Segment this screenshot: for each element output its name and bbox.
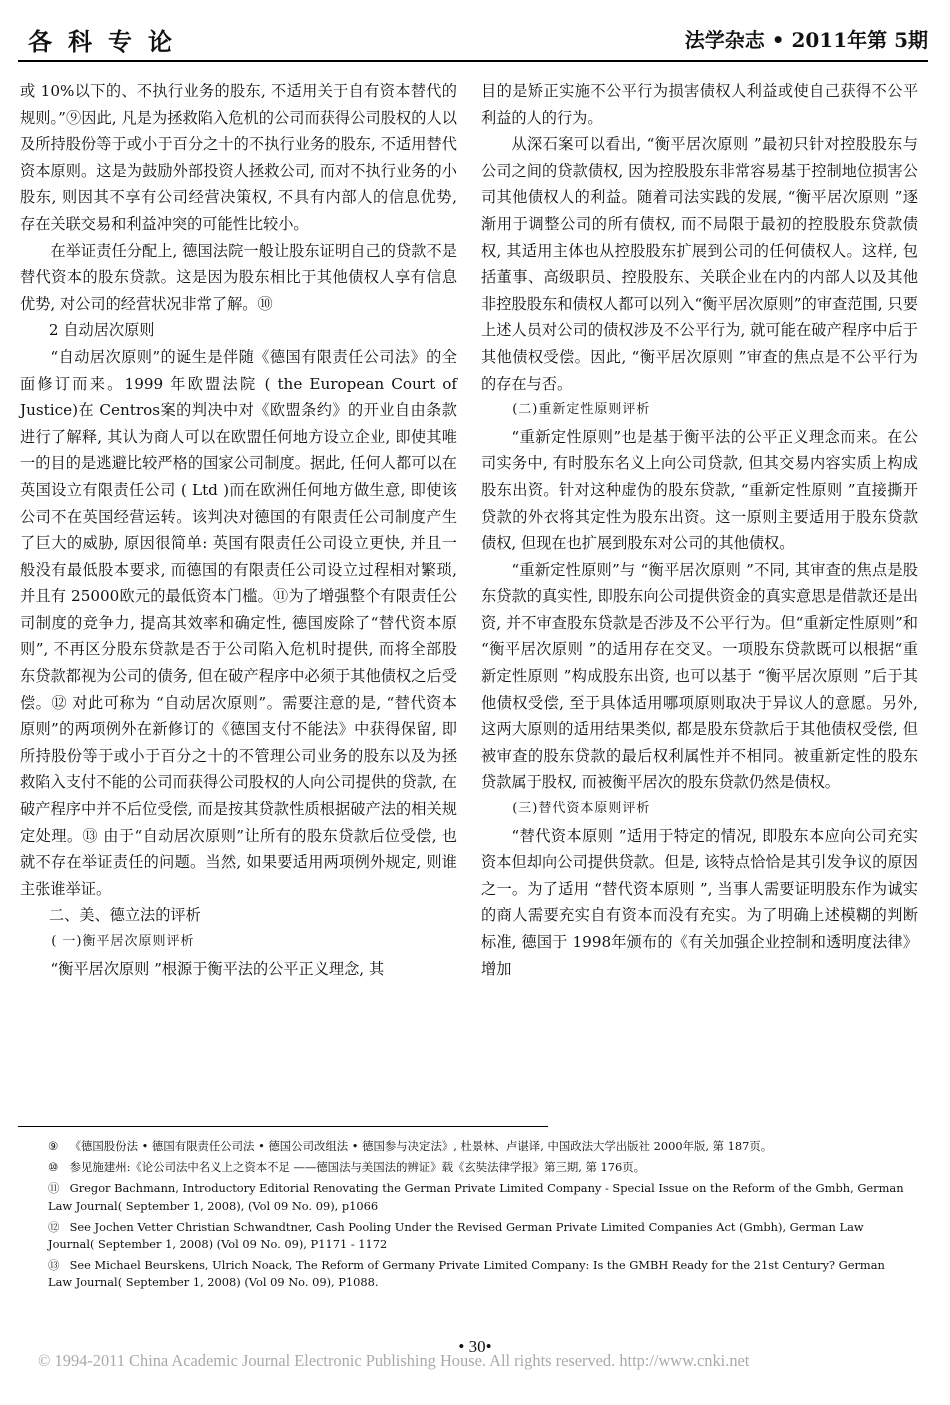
footnote-mark: ⑬	[48, 1258, 60, 1273]
paragraph: 从深石案可以看出, “衡平居次原则 ”最初只针对控股股东与公司之间的贷款债权, 因为控股股东非常容易基于控制地位损害公司其他债权人的利益。随着司法实践的发展, “衡平居次原则 ”逐渐用于调整公司的所有债权, 而不局限于最初的控股股东贷款债权, 其适用主体也从控股股东扩展到公司的任何债权人。这样, 包括董事、高级职员、控股股东、关联企业在内的内部人以及其他非控股股东和债权人都可以列入“衡平居次原则”的审查范围, 只要上述人员对公司的债权涉及不公平行为, 就可能在破产程序中后于其他债权受偿。因此, “衡平居次原则 ”审查的焦点是不公平行为的存在与否。	[481, 135, 918, 393]
footnotes	[20, 1138, 910, 1296]
footnote	[20, 1180, 910, 1214]
section-heading: 二、美、德立法的评析	[48, 906, 201, 925]
subsection-heading: ( 一)衡平居次原则评析	[51, 934, 195, 949]
paragraph: 在举证责任分配上, 德国法院一般让股东证明自己的贷款不是替代资本的股东贷款。这是因为股东相比于其他债权人享有信息优势, 对公司的经营状况非常了解。⑩	[20, 241, 457, 313]
paragraph: “自动居次原则”的诞生是伴随《德国有限责任公司法》的全面修订而来。1999 年欧盟法院 ( the European Court of Justice)在 Centros案的判决中对《欧盟条约》的开业自由条款进行了解释, 其认为商人可以在欧盟任何地方设立企业, 即使其唯一的目的是逃避比较严格的国家公司制度。据此, 任何人都可以在英国设立有限责任公司 ( Ltd )而在欧洲任何地方做生意, 即使该公司不在英国经营运转。该判决对德国的有限责任公司制度产生了巨大的威胁, 原因很简单: 英国有限责任公司设立更快, 并且一般没有最低股本要求, 而德国的有限责任公司设立过程相对繁琐, 并且有 25000欧元的最低资本门槛。⑪为了增强整个有限责任公司制度的竞争力, 提高其效率和确定性, 德国废除了“替代资本原则”, 不再区分股东贷款是否于公司陷入危机时提供, 而将全部股东贷款都视为公司的债务, 但在破产程序中必须于其他债权之后受偿。⑫ 对此可称为 “自动居次原则”。需要注意的是, “替代资本原则”的两项例外在新修订的《德国支付不能法》中获得保留, 即所持股份等于或小于百分之十的不管理公司业务的股东以及为拯救陷入支付不能的公司而获得公司股权的人向公司提供的贷款, 在破产程序中并不后位受偿, 而是按其贷款性质根据破产法的相关规定处理。⑬ 由于“自动居次原则”让所有的股东贷款后位受偿, 也就不存在举证责任的问题。当然, 如果要适用两项例外规定, 则谁主张谁举证。	[20, 347, 457, 898]
copyright-watermark: © 1994-2011 China Academic Journal Electronic Publishing House. All rights reserved. http://www.cnki.net	[38, 1351, 750, 1370]
footnote-text: See Jochen Vetter Christian Schwandtner, Cash Pooling Under the Revised German Private Limited Companies Act (Gmbh), German Law Journal( September 1, 2008) (Vol 09 No. 09), P1171 - 1172	[48, 1219, 864, 1252]
subsection-heading: (二)重新定性原则评析	[512, 402, 651, 418]
footnote	[20, 1219, 910, 1253]
footnote	[20, 1257, 910, 1291]
footnote-mark: ⑩	[48, 1160, 59, 1175]
footnote-mark: ⑨	[48, 1139, 59, 1153]
paragraph: “重新定性原则”与 “衡平居次原则 ”不同, 其审查的焦点是股东贷款的真实性, 即股东向公司提供资金的真实意思是借款还是出资, 并不审查股东贷款是否涉及不公平行为。但“重新定性原则”和 “衡平居次原则 ”的适用存在交叉。一项股东贷款既可以根据“重新定性原则 ”构成股东出资, 也可以基于 “衡平居次原则 ”后于其他债权受偿, 至于具体适用哪项原则取决于异议人的意愿。另外, 这两大原则的适用结果类似, 都是股东贷款后于其他债权受偿, 但被审查的股东贷款的最后权利属性并不相同。被重新定性的股东贷款属于股权, 而被衡平居次的股东贷款仍然是债权。	[481, 560, 918, 792]
footnote	[20, 1159, 910, 1176]
footnote-mark: ⑪	[48, 1181, 60, 1196]
paragraph: 或 10%以下的、不执行业务的股东, 不适用关于自有资本替代的规则。”⑨因此, 凡是为拯救陷入危机的公司而获得公司股权的人以及所持股份等于或小于百分之十的不执行业务的股东, 不适用替代资本原则。这是为鼓励外部投资人拯救公司, 而对不执行业务的小股东, 则因其不享有公司经营决策权, 不具有内部人的信息优势, 存在关联交易和利益冲突的可能性比较小。	[20, 82, 457, 233]
footnote	[20, 1138, 910, 1155]
footnote-text: Gregor Bachmann, Introductory Editorial Renovating the German Private Limited Company - Special Issue on the Reform of the Gmbh, German Law Journal( September 1, 2008), (Vol 09 No. 09), p1066	[48, 1181, 904, 1213]
footnote-text: 《德国股份法 • 德国有限责任公司法 • 德国公司改组法 • 德国参与决定法》, 杜景林、卢谌译, 中国政法大学出版社 2000年版, 第 187页。	[69, 1139, 773, 1153]
header-divider	[18, 60, 928, 62]
left-column	[20, 78, 457, 982]
footnote-text: See Michael Beurskens, Ulrich Noack, The Reform of Germany Private Limited Company: Is the GMBH Ready for the 21st Century? German Law Journal( September 1, 2008) (Vol 09 No. 09), P1088.	[48, 1258, 885, 1290]
paragraph: “重新定性原则”也是基于衡平法的公平正义理念而来。在公司实务中, 有时股东名义上向公司贷款, 但其交易内容实质上构成股东出资。针对这种虚伪的股东贷款, “重新定性原则 ”直接撕开贷款的外衣将其定性为股东出资。这一原则主要适用于股东贷款债权, 但现在也扩展到股东对公司的其他债权。	[481, 427, 918, 553]
page-header	[0, 0, 950, 70]
footnote-mark: ⑫	[48, 1219, 60, 1234]
footnote-text: 参见施建州:《论公司法中名义上之资本不足 ——德国法与美国法的辨证》载《玄奘法律学报》第三期, 第 176页。	[69, 1160, 646, 1175]
subsection-heading: (三)替代资本原则评析	[512, 801, 651, 817]
footnote-divider	[18, 1126, 548, 1127]
paragraph: “衡平居次原则 ”根源于衡平法的公平正义理念, 其	[50, 959, 385, 978]
page-number: • 30•	[458, 1337, 492, 1356]
section-title: 各科专论	[28, 28, 188, 56]
paragraph: 目的是矫正实施不公平行为损害债权人利益或使自己获得不公平利益的人的行为。	[481, 82, 918, 127]
paragraph: “替代资本原则 ”适用于特定的情况, 即股东本应向公司充实资本但却向公司提供贷款。但是, 该特点恰恰是其引发争议的原因之一。为了适用 “替代资本原则 ”, 当事人需要证明股东作为诚实的商人需要充实自有资本而没有充实。为了明确上述模糊的判断标准, 德国于 1998年颁布的《有关加强企业控制和透明度法律》增加	[481, 826, 918, 978]
journal-issue: 法学杂志 • 2011年第 5期	[684, 28, 928, 52]
section-heading: 2 自动居次原则	[48, 321, 155, 340]
right-column	[481, 78, 918, 982]
